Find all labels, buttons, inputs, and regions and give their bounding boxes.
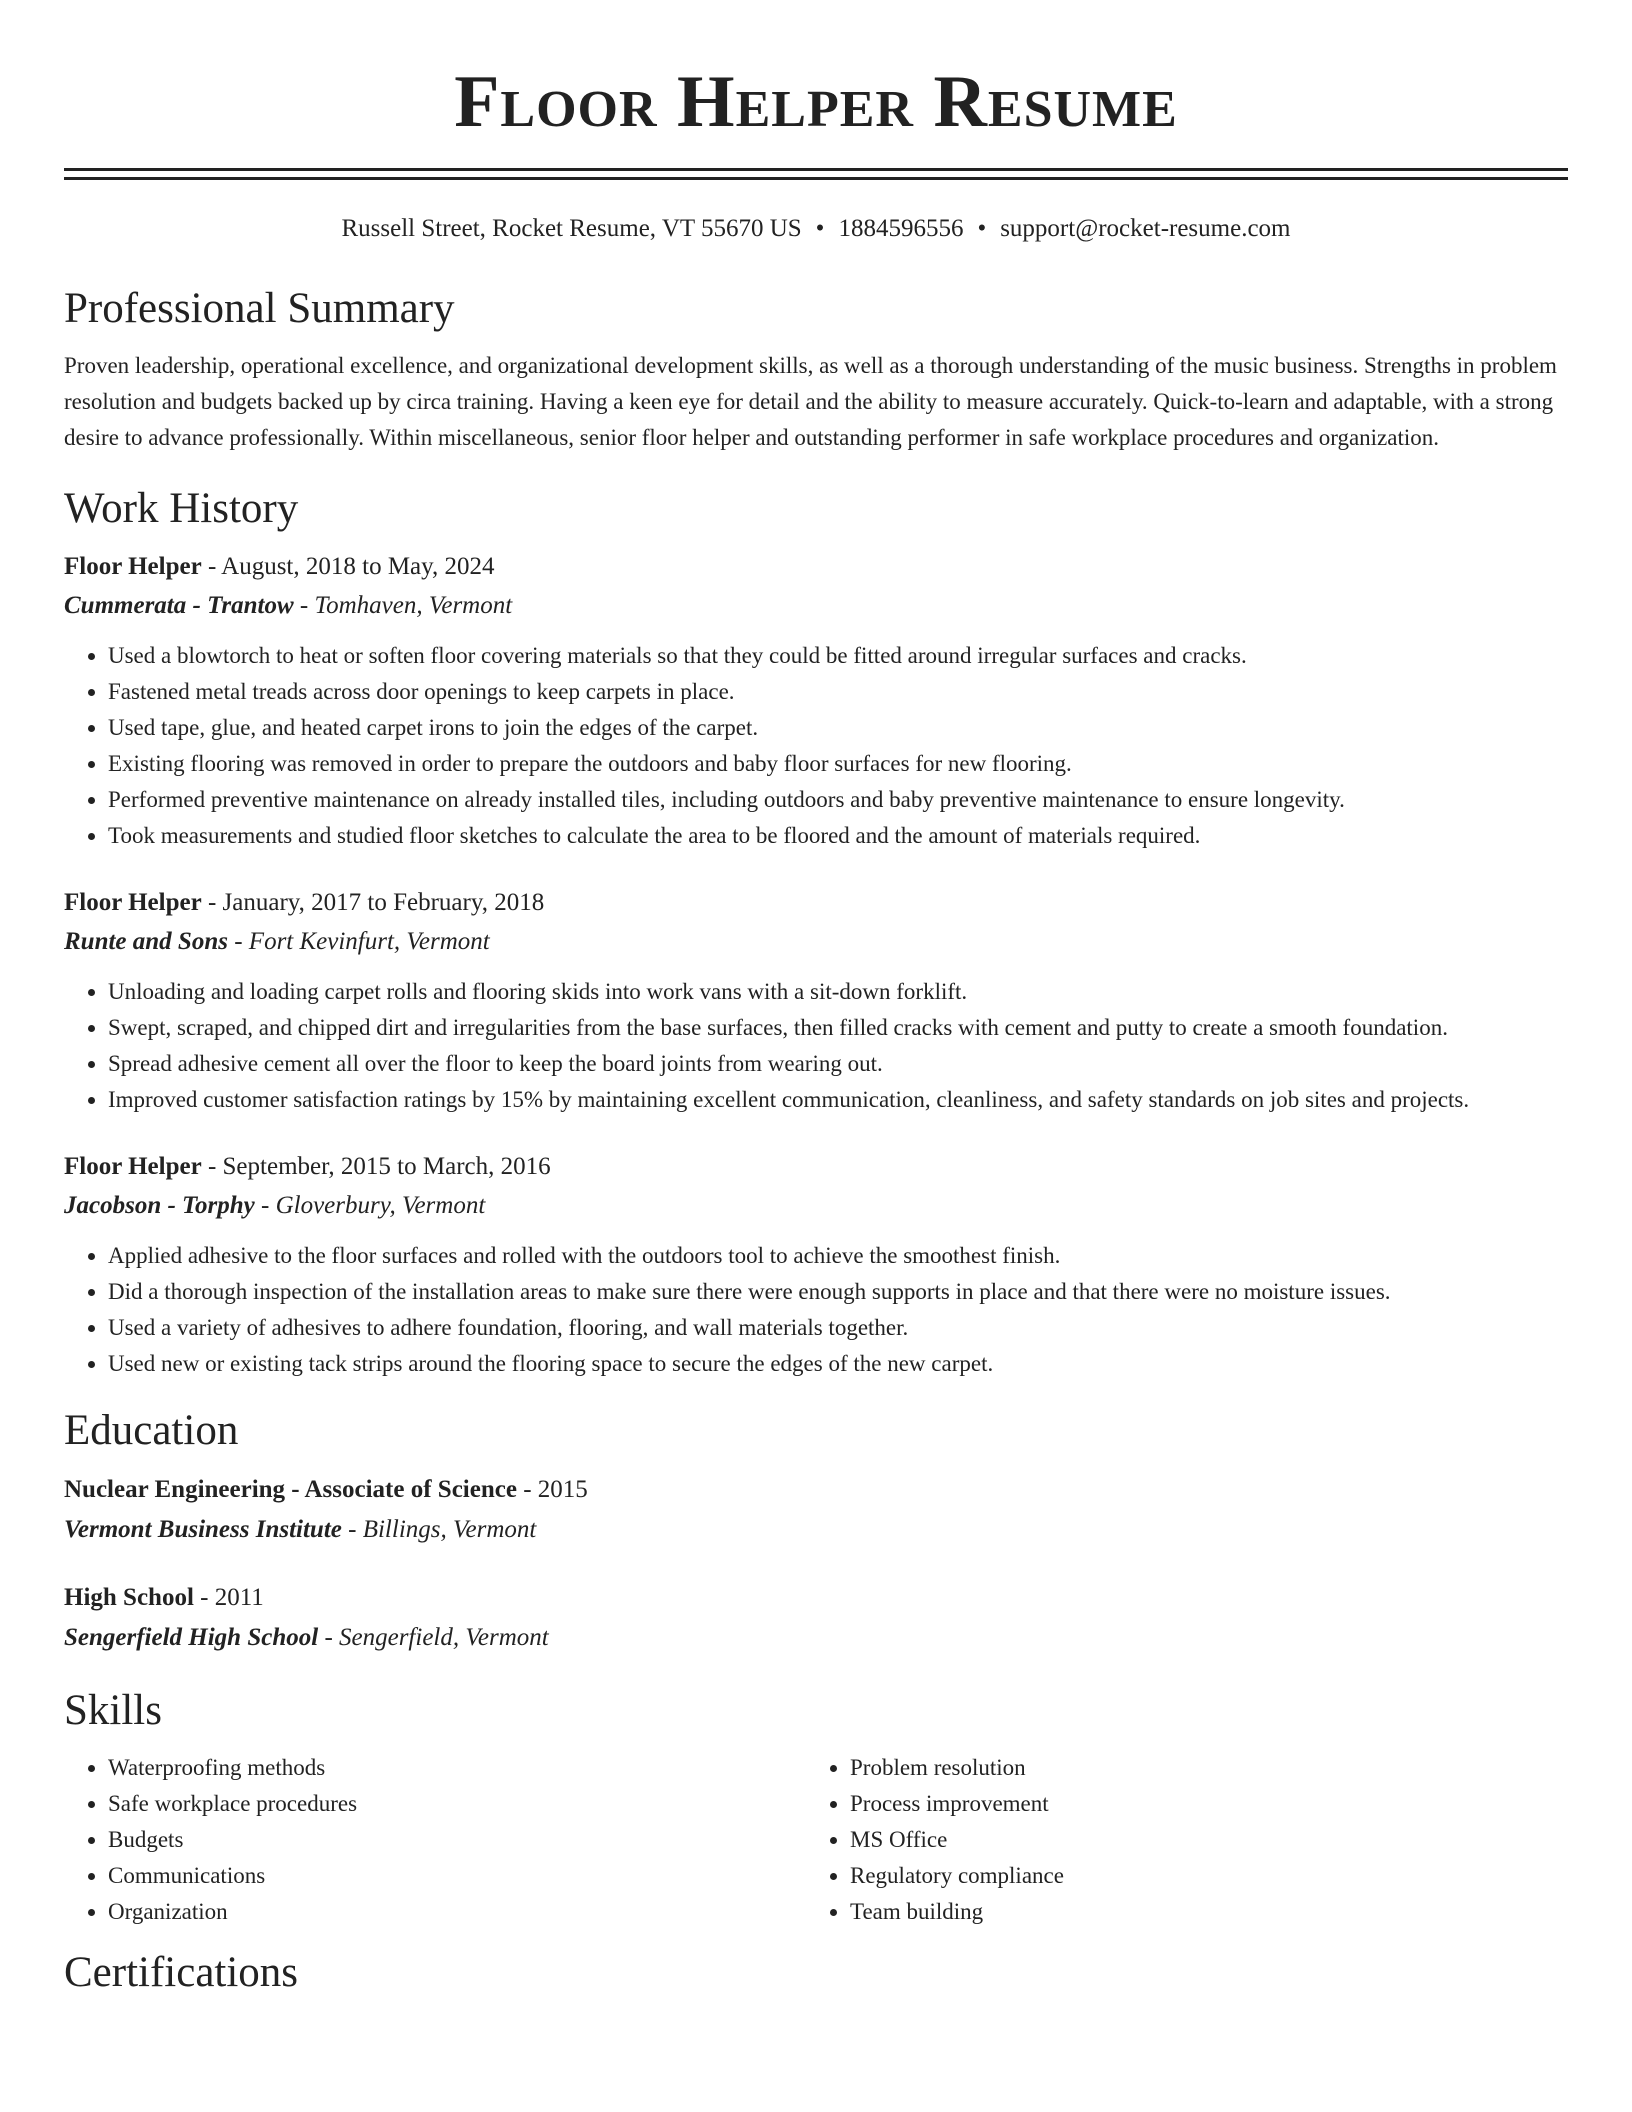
work-history-heading: Work History: [64, 485, 299, 532]
list-item: • Applied adhesive to the floor surfaces and rolled with the outdoors tool to achieve the smoothest finish.: [108, 1238, 1568, 1274]
education-entry: [64, 1578, 1568, 1658]
job-entry: [64, 1148, 1568, 1382]
skills-column-right: [806, 1750, 1548, 1930]
resume-title: Floor Helper Resume: [454, 61, 1178, 143]
skill-item: • Regulatory compliance: [850, 1858, 1548, 1894]
job-bullets: [64, 638, 1568, 854]
job-dates: - August, 2018 to May, 2024: [201, 553, 495, 580]
skills-heading: Skills: [64, 1687, 162, 1734]
list-item: • Swept, scraped, and chipped dirt and irregularities from the base surfaces, then filled cracks with cement and putty to create a smooth foundation.: [108, 1010, 1568, 1046]
job-title: Floor Helper: [64, 889, 202, 916]
skills-column-left: [64, 1750, 806, 1930]
list-item: • Did a thorough inspection of the installation areas to make sure there were enough supports in place and that there were no moisture issues.: [108, 1274, 1568, 1310]
contact-phone: 1884596556: [838, 215, 964, 242]
list-item: • Took measurements and studied floor sketches to calculate the area to be floored and the amount of materials required.: [108, 818, 1568, 854]
job-bullets: [64, 1238, 1568, 1382]
job-dates: - January, 2017 to February, 2018: [201, 889, 545, 916]
resume-page: [64, 0, 1568, 1998]
summary-text: Proven leadership, operational excellence, and organizational development skills, as well as a thorough understanding of the music business. Strengths in problem resolution and budgets backed up by circa training. Having a keen eye for detail and the ability to measure accurately. Quick-to-learn and adaptable, with a strong desire to advance professionally. Within miscellaneous, senior floor helper and outstanding performer in safe workplace procedures and organization.: [64, 353, 1557, 450]
list-item: • Performed preventive maintenance on already installed tiles, including outdoors and baby preventive maintenance to ensure longevity.: [108, 782, 1568, 818]
contact-address: Russell Street, Rocket Resume, VT 55670 US: [341, 215, 802, 242]
list-item: • Used a variety of adhesives to adhere foundation, flooring, and wall materials together.: [108, 1310, 1568, 1346]
job-company: Runte and Sons: [64, 928, 228, 955]
education-location: - Billings, Vermont: [341, 1516, 537, 1543]
job-location: - Fort Kevinfurt, Vermont: [227, 928, 490, 955]
education-entry: [64, 1470, 1568, 1550]
list-item: • Used new or existing tack strips around the flooring space to secure the edges of the new carpet.: [108, 1346, 1568, 1382]
education-school: Vermont Business Institute: [64, 1516, 342, 1543]
job-title: Floor Helper: [64, 1153, 202, 1180]
skill-item: • Communications: [108, 1858, 806, 1894]
skill-item: • Organization: [108, 1894, 806, 1930]
list-item: • Existing flooring was removed in order to prepare the outdoors and baby floor surfaces for new flooring.: [108, 746, 1568, 782]
skill-item: • Budgets: [108, 1822, 806, 1858]
list-item: • Fastened metal treads across door openings to keep carpets in place.: [108, 674, 1568, 710]
contact-line: [64, 214, 1568, 244]
job-entry: [64, 548, 1568, 854]
education-heading: Education: [64, 1407, 239, 1454]
job-location: - Tomhaven, Vermont: [293, 592, 513, 619]
skill-item: • MS Office: [850, 1822, 1548, 1858]
skill-item: • Waterproofing methods: [108, 1750, 806, 1786]
summary-heading: Professional Summary: [64, 285, 455, 332]
list-item: • Used tape, glue, and heated carpet irons to join the edges of the carpet.: [108, 710, 1568, 746]
education-degree: Nuclear Engineering - Associate of Science: [64, 1476, 517, 1503]
education-degree: High School: [64, 1584, 194, 1611]
education-year: - 2015: [516, 1476, 588, 1503]
contact-separator: •: [977, 215, 987, 242]
job-company: Cummerata - Trantow: [64, 592, 294, 619]
education-location: - Sengerfield, Vermont: [318, 1624, 549, 1651]
certifications-heading: Certifications: [64, 1949, 299, 1996]
job-title: Floor Helper: [64, 553, 202, 580]
education-year: - 2011: [193, 1584, 264, 1611]
job-company: Jacobson - Torphy: [64, 1192, 255, 1219]
list-item: • Used a blowtorch to heat or soften floor covering materials so that they could be fitted around irregular surfaces and cracks.: [108, 638, 1568, 674]
list-item: • Improved customer satisfaction ratings by 15% by maintaining excellent communication, cleanliness, and safety standards on job sites and projects.: [108, 1082, 1568, 1118]
skills-list: [64, 1750, 1568, 1930]
list-item: • Spread adhesive cement all over the floor to keep the board joints from wearing out.: [108, 1046, 1568, 1082]
list-item: • Unloading and loading carpet rolls and flooring skids into work vans with a sit-down forklift.: [108, 974, 1568, 1010]
contact-separator: •: [815, 215, 825, 242]
contact-email: support@rocket-resume.com: [1000, 215, 1291, 242]
job-entry: [64, 884, 1568, 1118]
title-divider: [64, 168, 1568, 180]
education-school: Sengerfield High School: [64, 1624, 319, 1651]
job-bullets: [64, 974, 1568, 1118]
job-location: - Gloverbury, Vermont: [254, 1192, 486, 1219]
job-dates: - September, 2015 to March, 2016: [201, 1153, 551, 1180]
skill-item: • Process improvement: [850, 1786, 1548, 1822]
skill-item: • Problem resolution: [850, 1750, 1548, 1786]
skill-item: • Team building: [850, 1894, 1548, 1930]
skill-item: • Safe workplace procedures: [108, 1786, 806, 1822]
